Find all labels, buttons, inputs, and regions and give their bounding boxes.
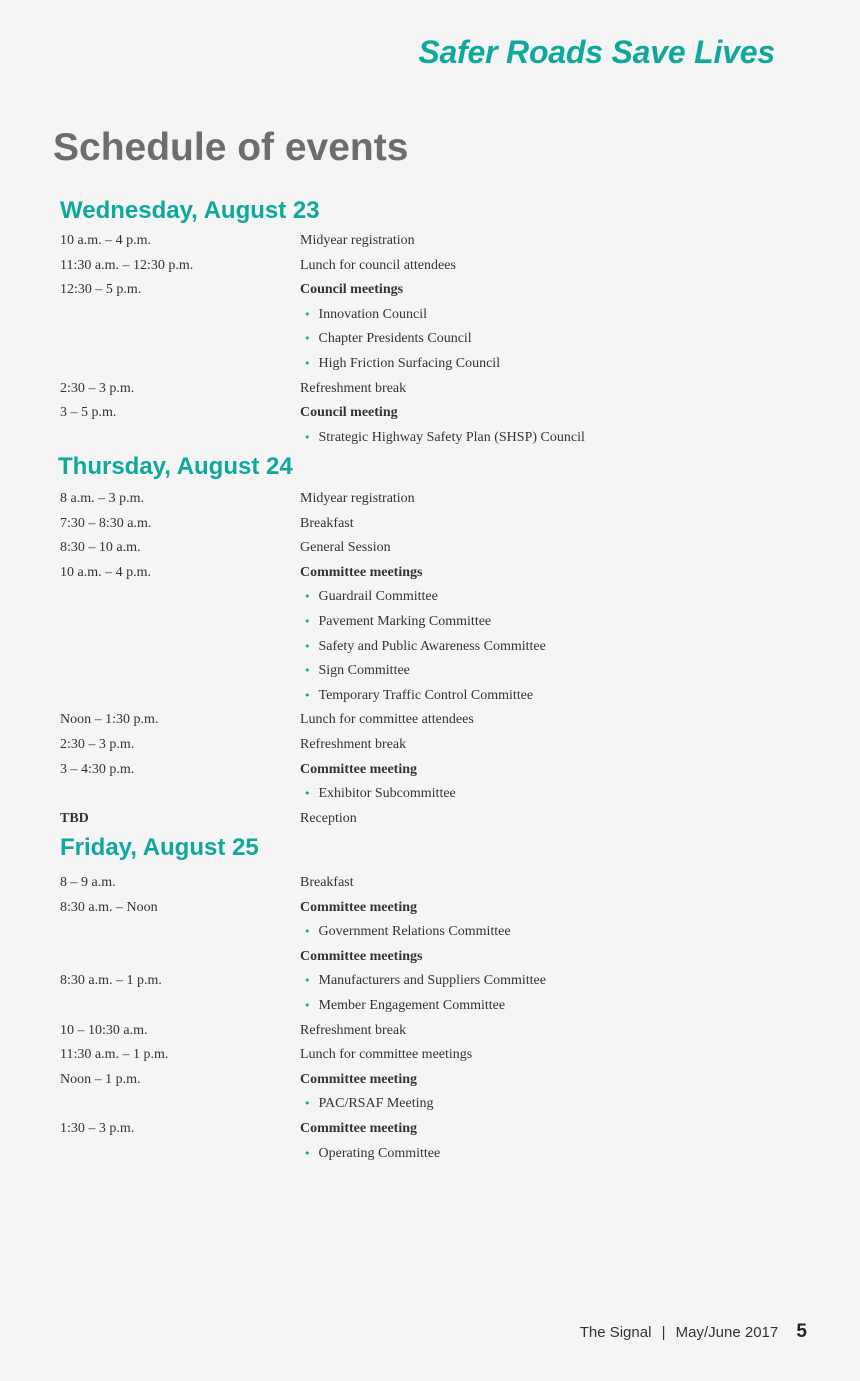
meeting-group-title: Council meetings (300, 282, 404, 298)
schedule-row (60, 561, 760, 586)
bullet-icon: • (304, 356, 311, 370)
schedule-row (60, 1019, 760, 1044)
schedule-row (60, 807, 760, 832)
meeting-list-item (304, 920, 511, 945)
meeting-list-item (304, 969, 546, 994)
tagline: Safer Roads Save Lives (418, 34, 775, 70)
bullet-icon: • (304, 590, 311, 604)
schedule-row (60, 303, 760, 328)
schedule-wednesday (60, 229, 760, 450)
bullet-icon: • (304, 1097, 311, 1111)
meeting-group-title: Committee meeting (300, 1120, 418, 1136)
event-time: 10 – 10:30 a.m. (60, 1022, 148, 1038)
schedule-row (60, 758, 760, 783)
schedule-row (60, 896, 760, 921)
event-time: Noon – 1 p.m. (60, 1071, 141, 1087)
schedule-row (60, 1142, 760, 1167)
meeting-list-item (304, 327, 472, 352)
bullet-icon: • (304, 998, 311, 1012)
meeting-name: High Friction Surfacing Council (318, 355, 501, 371)
meeting-name: PAC/RSAF Meeting (318, 1096, 434, 1112)
event-name: Lunch for committee meetings (300, 1047, 473, 1063)
event-time: 8:30 a.m. – 1 p.m. (60, 973, 162, 989)
bullet-icon: • (304, 307, 311, 321)
bullet-icon: • (304, 639, 311, 653)
event-time: 10 a.m. – 4 p.m. (60, 233, 151, 248)
meeting-name: Innovation Council (318, 306, 427, 322)
event-time: 2:30 – 3 p.m. (60, 736, 135, 752)
event-name: Midyear registration (300, 233, 415, 248)
schedule-row (60, 782, 760, 807)
event-time: 2:30 – 3 p.m. (60, 380, 135, 396)
schedule-row (60, 994, 760, 1019)
meeting-list-item (304, 610, 491, 635)
meeting-list-item (304, 782, 456, 807)
day-heading-wednesday: Wednesday, August 23 (60, 197, 320, 224)
schedule-row (60, 635, 760, 660)
event-time: 3 – 4:30 p.m. (60, 761, 135, 777)
bullet-icon: • (304, 787, 311, 801)
footer-separator: | (661, 1324, 666, 1341)
day-heading-thursday: Thursday, August 24 (58, 453, 293, 480)
event-name: Breakfast (300, 875, 354, 890)
event-name: Refreshment break (300, 1022, 407, 1038)
meeting-group-title: Committee meeting (300, 1071, 418, 1087)
schedule-row (60, 1117, 760, 1142)
bullet-icon: • (304, 614, 311, 628)
issue-date: May/June 2017 (675, 1324, 779, 1341)
event-time: 8 – 9 a.m. (60, 875, 116, 890)
schedule-row (60, 708, 760, 733)
event-name: Lunch for council attendees (300, 257, 456, 273)
meeting-name: Manufacturers and Suppliers Committee (318, 973, 546, 989)
event-name: Midyear registration (300, 491, 415, 506)
bullet-icon: • (304, 332, 311, 346)
day-heading-friday: Friday, August 25 (60, 834, 259, 861)
event-time: 1:30 – 3 p.m. (60, 1120, 135, 1136)
meeting-list-item (304, 1092, 434, 1117)
event-time: 12:30 – 5 p.m. (60, 282, 142, 298)
event-time: 11:30 a.m. – 1 p.m. (60, 1047, 169, 1063)
event-time: 11:30 a.m. – 12:30 p.m. (60, 257, 194, 273)
event-time: Noon – 1:30 p.m. (60, 712, 159, 728)
bullet-icon: • (304, 925, 311, 939)
meeting-list-item (304, 684, 533, 709)
schedule-row (60, 512, 760, 537)
meeting-group-title: Committee meeting (300, 899, 418, 915)
event-time: 7:30 – 8:30 a.m. (60, 515, 152, 531)
event-time: TBD (60, 810, 89, 826)
publication-name: The Signal (579, 1324, 652, 1341)
meeting-list-item (304, 1142, 440, 1167)
bullet-icon: • (304, 664, 311, 678)
event-time: 10 a.m. – 4 p.m. (60, 564, 151, 580)
schedule-row (60, 254, 760, 279)
schedule-row (60, 945, 760, 970)
schedule-row (60, 659, 760, 684)
event-name: Lunch for committee attendees (300, 712, 474, 728)
event-name: Reception (300, 810, 357, 826)
meeting-list-item (304, 659, 410, 684)
meeting-list-item (304, 352, 500, 377)
meeting-name: Pavement Marking Committee (318, 613, 492, 629)
schedule-row (60, 229, 760, 254)
meeting-list-item (304, 303, 427, 328)
schedule-row (60, 585, 760, 610)
schedule-row (60, 426, 760, 451)
schedule-row (60, 733, 760, 758)
schedule-row (60, 377, 760, 402)
event-name: Breakfast (300, 515, 354, 531)
schedule-row (60, 1068, 760, 1093)
schedule-row (60, 536, 760, 561)
event-name: Refreshment break (300, 380, 407, 396)
schedule-row (60, 327, 760, 352)
event-name: Refreshment break (300, 736, 407, 752)
event-name: General Session (300, 540, 391, 556)
schedule-thursday (60, 487, 760, 831)
meeting-name: Government Relations Committee (318, 924, 511, 940)
meeting-name: Member Engagement Committee (318, 997, 506, 1013)
schedule-row (60, 920, 760, 945)
schedule-row (60, 278, 760, 303)
meeting-group-title: Council meeting (300, 405, 398, 421)
meeting-list-item (304, 635, 546, 660)
schedule-row (60, 610, 760, 635)
meeting-list-item (304, 426, 585, 451)
bullet-icon: • (304, 688, 311, 702)
schedule-row (60, 1092, 760, 1117)
schedule-row (60, 352, 760, 377)
schedule-row (60, 1043, 760, 1068)
meeting-list-item (304, 994, 505, 1019)
bullet-icon: • (304, 430, 311, 444)
meeting-name: Chapter Presidents Council (318, 331, 472, 347)
meeting-group-title: Committee meetings (300, 948, 423, 964)
bullet-icon: • (304, 974, 311, 988)
schedule-row (60, 401, 760, 426)
page-number: 5 (796, 1321, 807, 1342)
page-footer (580, 1321, 807, 1343)
meeting-list-item (304, 585, 438, 610)
meeting-name: Operating Committee (318, 1145, 441, 1161)
meeting-name: Strategic Highway Safety Plan (SHSP) Council (318, 429, 585, 445)
meeting-name: Exhibitor Subcommittee (318, 786, 456, 802)
event-time: 8:30 a.m. – Noon (60, 899, 158, 915)
meeting-name: Temporary Traffic Control Committee (318, 687, 534, 703)
meeting-name: Sign Committee (318, 663, 410, 679)
schedule-row (60, 684, 760, 709)
meeting-name: Safety and Public Awareness Committee (318, 638, 546, 654)
bullet-icon: • (304, 1146, 311, 1160)
event-time: 8:30 – 10 a.m. (60, 540, 141, 556)
meeting-name: Guardrail Committee (318, 589, 438, 605)
event-time: 8 a.m. – 3 p.m. (60, 491, 144, 506)
meeting-group-title: Committee meetings (300, 564, 423, 580)
schedule-friday (60, 871, 760, 1166)
schedule-row (60, 871, 760, 896)
meeting-group-title: Committee meeting (300, 761, 418, 777)
page-title: Schedule of events (53, 126, 409, 169)
event-time: 3 – 5 p.m. (60, 405, 117, 421)
schedule-row (60, 487, 760, 512)
schedule-row (60, 969, 760, 994)
